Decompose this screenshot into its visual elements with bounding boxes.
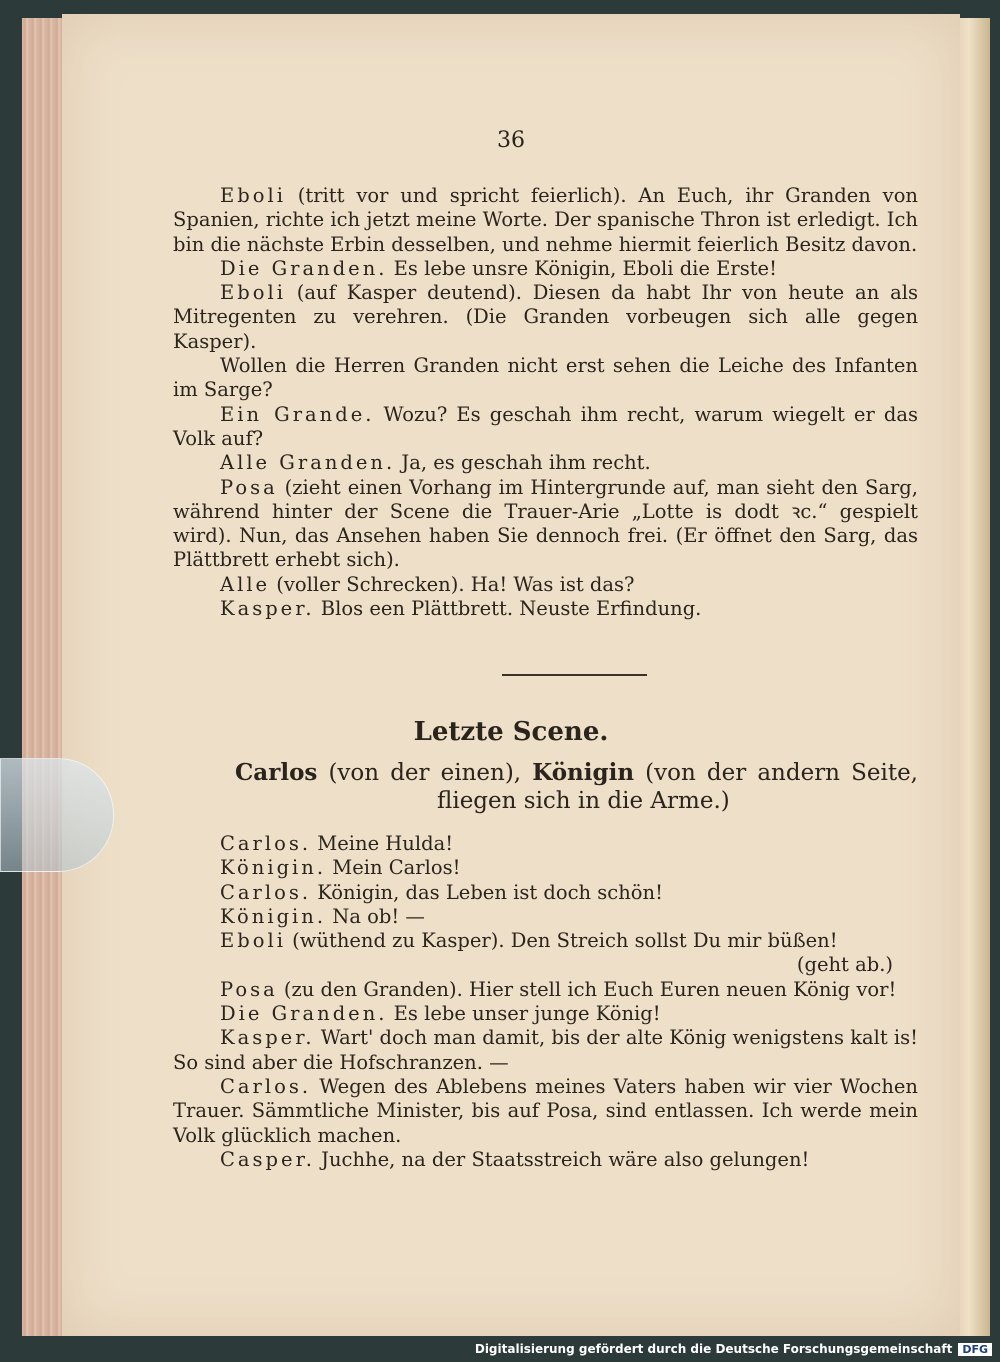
book-page (62, 14, 960, 1336)
dialogue-line (173, 1026, 918, 1075)
speaker: Carlos. (220, 832, 312, 855)
dialogue-line (173, 978, 918, 1002)
section-divider (502, 674, 647, 676)
speech: (wüthend zu Kasper). Den Streich sollst Du mir büßen! (285, 929, 838, 953)
speaker-carlos: Carlos (235, 759, 318, 786)
speaker: Alle (220, 572, 271, 596)
speaker: Eboli (220, 184, 286, 207)
dialogue-line (173, 1148, 918, 1172)
speech: (tritt vor und spricht feierlich). An Euch, ihr Granden von Spanien, richte ich jetzt meine Worte. Der spanische Thron ist erledigt. Ich bin die nächste Erbin desselben, und nehme hiermit feierlich Besitz davon. (173, 184, 918, 256)
dialogue-line (173, 1002, 918, 1026)
dialogue-line (173, 856, 918, 880)
speaker-koenigin: Königin (532, 759, 635, 786)
speaker: Die Granden. (220, 256, 388, 280)
dfg-logo: DFG (958, 1343, 992, 1356)
speech: Juchhe, na der Staatsstreich wäre also gelungen! (314, 1147, 810, 1171)
dialogue-line (173, 881, 918, 905)
paragraph (173, 257, 918, 281)
speech: Blos een Plättbrett. Neuste Erfindung. (314, 597, 702, 621)
footer-text: Digitalisierung gefördert durch die Deutsche Forschungsgemeinschaft (474, 1342, 953, 1356)
speaker: Ein Grande. (220, 402, 375, 426)
right-page-edge (955, 18, 990, 1336)
speaker: Eboli (220, 929, 286, 953)
paragraph (173, 354, 918, 403)
speech: (voller Schrecken). Ha! Was ist das? (270, 572, 635, 596)
digitization-footer (475, 1342, 992, 1356)
speech: Wegen des Ablebens meines Vaters haben wir vier Wochen Trauer. Sämmtliche Minister, bis auf Posa, sind entlassen. Ich werde mein Volk glücklich machen. (173, 1074, 918, 1147)
speaker: Carlos. (220, 1074, 312, 1098)
speech: Wozu? Es geschah ihm recht, warum wiegelt er das Volk auf? (173, 402, 918, 450)
speaker: Carlos. (220, 880, 312, 904)
stage-text: (von der einen), (317, 760, 533, 786)
dialogue-line (173, 832, 918, 856)
paragraph (173, 403, 918, 452)
speech: Wollen die Herren Granden nicht erst sehen die Leiche des Infanten im Sarge? (173, 354, 918, 402)
scene-title: Letzte Scene. (413, 717, 609, 747)
speech: (auf Kasper deutend). Diesen da habt Ihr von heute an als Mitregenten zu verehren. (Die Granden vorbeugen sich alle gegen Kasper). (173, 281, 918, 353)
speaker: Königin. (220, 904, 327, 928)
speech: (zu den Granden). Hier stell ich Euch Euren neuen König vor! (277, 977, 897, 1001)
paragraph (173, 281, 918, 354)
stage-direction-heading (235, 759, 918, 815)
paragraph (173, 597, 918, 621)
opening-dialogue (173, 184, 918, 621)
paragraph (173, 573, 918, 597)
dialogue-line (173, 905, 918, 929)
speech: Ja, es geschah ihm recht. (395, 451, 651, 475)
paragraph (173, 184, 918, 257)
speaker: Königin. (220, 856, 327, 880)
dialogue-line (173, 1075, 918, 1148)
scene-dialogue (173, 832, 918, 1172)
speaker: Casper. (220, 1147, 315, 1171)
speaker: Posa (220, 475, 278, 499)
speaker: Alle Granden. (220, 451, 396, 475)
speaker: Kasper. (220, 1026, 315, 1050)
exit-stage-direction: (geht ab.) (796, 953, 893, 977)
speaker: Die Granden. (220, 1002, 388, 1026)
page-number: 36 (497, 128, 525, 153)
speech: Es lebe unser junge König! (387, 1002, 661, 1026)
speaker: Kasper. (220, 597, 315, 621)
speech: (zieht einen Vorhang im Hintergrunde auf, man sieht den Sarg, während hinter der Scene die Trauer-Arie „Lotte is dodt ꝛc.“ gespielt wird). Nun, das Ansehen haben Sie dennoch frei. (Er öffnet den Sarg, das Plättbrett erhebt sich). (173, 475, 918, 572)
stage-heading-line (235, 759, 918, 787)
stage-heading-line: fliegen sich in die Arme.) (437, 788, 730, 814)
speech: Wart' doch man damit, bis der alte König wenigstens kalt is! So sind aber die Hofschranzen. — (173, 1026, 918, 1074)
paragraph (173, 451, 918, 475)
speaker: Eboli (220, 281, 286, 305)
dialogue-line (173, 929, 918, 953)
speech: Na ob! — (326, 904, 425, 928)
speaker: Posa (220, 977, 278, 1001)
speech: Königin, das Leben ist doch schön! (311, 880, 663, 904)
stage-text: (von der andern Seite, (634, 760, 918, 786)
paragraph (173, 476, 918, 573)
speech: Mein Carlos! (326, 856, 461, 880)
page-clip (0, 758, 114, 872)
speech: Es lebe unsre Königin, Eboli die Erste! (387, 256, 777, 280)
speech: Meine Hulda! (311, 832, 454, 855)
